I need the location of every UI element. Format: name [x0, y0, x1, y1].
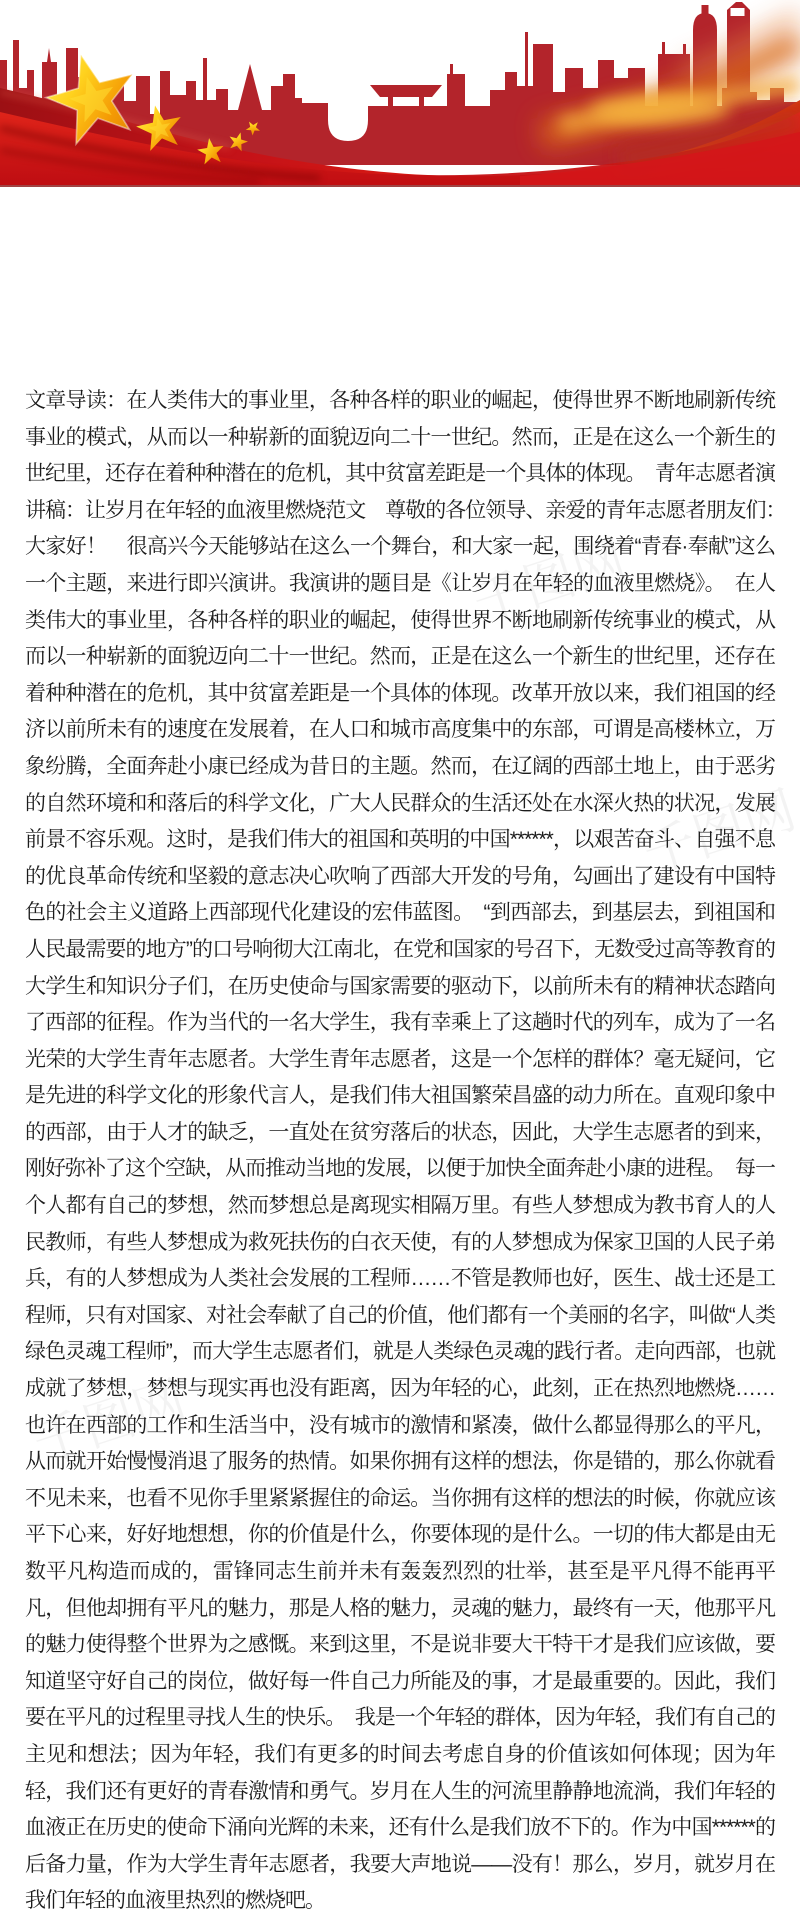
- article-text: 文章导读：在人类伟大的事业里，各种各样的职业的崛起，使得世界不断地刷新传统事业的模式，从而以一种崭新的面貌迈向二十一世纪。然而，正是在这么一个新生的世纪里，还存在着种种潜在的危机，其中贫富差距是一个具体的体现。 青年志愿者演讲稿：让岁月在年轻的血液里燃烧范文 尊敬的各位领导、亲爱的青年志愿者朋友们： 大家好！ 很高兴今天能够站在这么一个舞台，和大家一起，围绕着“青春·奉献”这么一个主题，来进行即兴演讲。我演讲的题目是《让岁月在年轻的血液里燃烧》。 在人类伟大的事业里，各种各样的职业的崛起，使得世界不断地刷新传统事业的模式，从而以一种崭新的面貌迈向二十一世纪。然而，正是在这么一个新生的世纪里，还存在着种种潜在的危机，其中贫富差距是一个具体的体现。改革开放以来，我们祖国的经济以前所未有的速度在发展着，在人口和城市高度集中的东部，可谓是高楼林立，万象纷腾，全面奔赴小康已经成为昔日的主题。然而，在辽阔的西部土地上，由于恶劣的自然环境和和落后的科学文化，广大人民群众的生活还处在水深火热的状况，发展前景不容乐观。这时，是我们伟大的祖国和英明的中国******，以艰苦奋斗、自强不息的优良革命传统和坚毅的意志决心吹响了西部大开发的号角，勾画出了建设有中国特色的社会主义道路上西部现代化建设的宏伟蓝图。 “到西部去，到基层去，到祖国和人民最需要的地方”的口号响彻大江南北，在党和国家的号召下，无数受过高等教育的大学生和知识分子们，在历史使命与国家需要的驱动下，以前所未有的精神状态踏向了西部的征程。作为当代的一名大学生，我有幸乘上了这趟时代的列车，成为了一名光荣的大学生青年志愿者。大学生青年志愿者，这是一个怎样的群体？毫无疑问，它是先进的科学文化的形象代言人，是我们伟大祖国繁荣昌盛的动力所在。直观印象中的西部，由于人才的缺乏，一直处在贫穷落后的状态，因此，大学生志愿者的到来，刚好弥补了这个空缺，从而推动当地的发展，以便于加快全面奔赴小康的进程。 每一个人都有自己的梦想，然而梦想总是离现实相隔万里。有些人梦想成为教书育人的人民教师，有些人梦想成为救死扶伤的白衣天使，有的人梦想成为保家卫国的人民子弟兵，有的人梦想成为人类社会发展的工程师……不管是教师也好，医生、战士还是工程师，只有对国家、对社会奉献了自己的价值，他们都有一个美丽的名字，叫做“人类绿色灵魂工程师”，而大学生志愿者们，就是人类绿色灵魂的践行者。走向西部，也就成就了梦想，梦想与现实再也没有距离，因为年轻的心，此刻，正在热烈地燃烧…… 也许在西部的工作和生活当中，没有城市的激情和紧凑，做什么都显得那么的平凡，从而就开始慢慢消退了服务的热情。如果你拥有这样的想法，你是错的，那么你就看不见未来，也看不见你手里紧紧握住的命运。当你拥有这样的想法的时候，你就应该平下心来，好好地想想，你的价值是什么，你要体现的是什么。一切的伟大都是由无数平凡构造而成的，雷锋同志生前并未有轰轰烈烈的壮举，甚至是平凡得不能再平凡，但他却拥有平凡的魅力，那是人格的魅力，灵魂的魅力，最终有一天，他那平凡的魅力使得整个世界为之感慨。来到这里，不是说非要大干特干才是我们应该做，要知道坚守好自己的岗位，做好每一件自己力所能及的事，才是最重要的。因此，我们要在平凡的过程里寻找人生的快乐。 我是一个年轻的群体，因为年轻，我们有自己的主见和想法；因为年轻，我们有更多的时间去考虑自身的价值该如何体现；因为年轻，我们还有更好的青春激情和勇气。岁月在人生的河流里静静地流淌，我们年轻的血液正在历史的使命下涌向光辉的未来，还有什么是我们放不下的。作为中国******的后备力量，作为大学生青年志愿者，我要大声地说——没有！那么，岁月，就岁月在我们年轻的血液里热烈的燃烧吧。: [25, 389, 795, 1913]
- header-banner: [0, 0, 800, 187]
- city-skyline-ribbon-stars-graphic: [0, 0, 800, 185]
